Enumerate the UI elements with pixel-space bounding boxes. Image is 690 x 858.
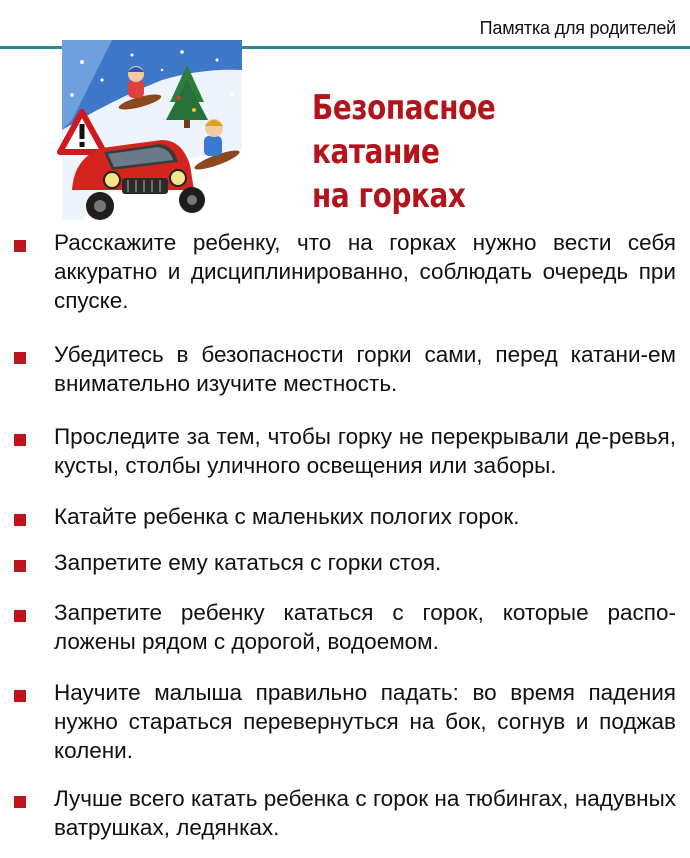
- bullet-square-icon: [14, 514, 26, 526]
- tip-text: Запретите ребенку кататься с горок, которые распо-ложены рядом с дорогой, водоемом.: [54, 600, 676, 654]
- tip-text: Убедитесь в безопасности горки сами, перед катани-ем внимательно изучите местность.: [54, 342, 676, 396]
- tip-text: Лучше всего катать ребенка с горок на тюбингах, надувных ватрушках, ледянках.: [54, 786, 676, 840]
- tip-text: Проследите за тем, чтобы горку не перекрывали де-ревья, кусты, столбы уличного освещения или заборы.: [54, 424, 676, 478]
- list-item: [0, 548, 676, 577]
- list-item: [0, 228, 676, 315]
- list-item: [0, 784, 676, 842]
- tip-text: Расскажите ребенку, что на горках нужно вести себя аккуратно и дисциплинированно, соблюдать очередь при спуске.: [54, 230, 676, 313]
- bullet-square-icon: [14, 610, 26, 622]
- bullet-square-icon: [14, 352, 26, 364]
- list-item: [0, 340, 676, 398]
- list-item: [0, 678, 676, 765]
- sledding-children-car-warning-illustration: [42, 40, 242, 220]
- list-item: [0, 598, 676, 656]
- list-item: [0, 502, 676, 531]
- bullet-square-icon: [14, 560, 26, 572]
- tip-text: Научите малыша правильно падать: во время падения нужно стараться перевернуться на бок, согнув и поджав колени.: [54, 680, 676, 763]
- header-title: Памятка для родителей: [479, 18, 676, 38]
- page-title-line-2: на горках: [312, 176, 466, 216]
- page-title: [312, 86, 622, 218]
- tip-text: Запретите ему кататься с горки стоя.: [54, 550, 442, 575]
- bullet-square-icon: [14, 796, 26, 808]
- bullet-square-icon: [14, 690, 26, 702]
- bullet-square-icon: [14, 240, 26, 252]
- list-item: [0, 422, 676, 480]
- page-title-line-1: Безопасное катание: [312, 88, 496, 172]
- bullet-square-icon: [14, 434, 26, 446]
- tip-text: Катайте ребенка с маленьких пологих горок.: [54, 504, 520, 529]
